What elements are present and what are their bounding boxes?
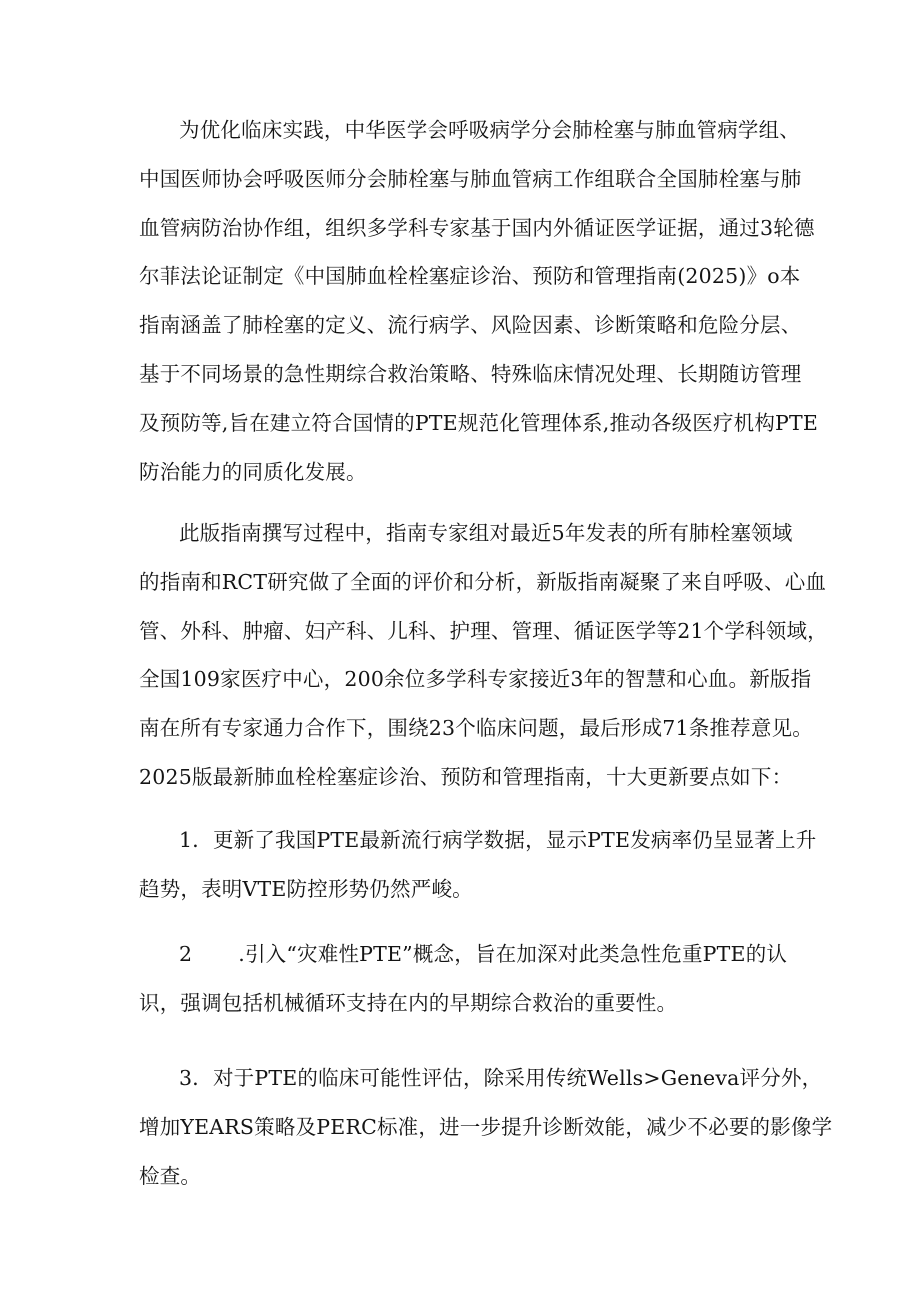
list-number: 2 (179, 942, 193, 966)
paragraph-line: 此版指南撰写过程中，指南专家组对最近5年发表的所有肺栓塞领域 (179, 521, 793, 545)
paragraph-line (139, 930, 799, 979)
paragraph-line: 为优化临床实践，中华医学会呼吸病学分会肺栓塞与肺血管病学组、 (179, 118, 800, 142)
paragraph-intro (139, 106, 819, 496)
paragraph-line: 指南涵盖了肺栓塞的定义、流行病学、风险因素、诊断策略和危险分层、 (139, 313, 802, 338)
paragraph-line: 及预防等,旨在建立符合国情的PTE规范化管理体系,推动各级医疗机构PTE (139, 410, 819, 435)
paragraph-line: 检查。 (139, 1163, 202, 1188)
list-text: .引入“灾难性PTE”概念，旨在加深对此类急性危重PTE的认 (238, 942, 788, 966)
list-item-1 (139, 816, 817, 914)
list-item-3 (139, 1054, 833, 1200)
paragraph-line: 中国医师协会呼吸医师分会肺栓塞与肺血管病工作组联合全国肺栓塞与肺 (139, 166, 802, 191)
paragraph-line: 2025版最新肺血栓栓塞症诊治、预防和管理指南，十大更新要点如下： (139, 764, 793, 789)
paragraph-line: 3．对于PTE的临床可能性评估，除采用传统Wells>Geneva评分外， (179, 1066, 823, 1090)
paragraph-line: 防治能力的同质化发展。 (139, 459, 367, 484)
list-item-2 (139, 930, 799, 1028)
paragraph-line: 趋势，表明VTE防控形势仍然严峻。 (139, 876, 473, 901)
paragraph-line: 识，强调包括机械循环支持在内的早期综合救治的重要性。 (139, 990, 678, 1015)
paragraph-line: 尔菲法论证制定《中国肺血栓栓塞症诊治、预防和管理指南(2025)》o本 (139, 264, 801, 289)
paragraph-line: 血管病防治协作组，组织多学科专家基于国内外循证医学证据，通过3轮德 (139, 215, 815, 240)
paragraph-line: 增加YEARS策略及PERC标准，进一步提升诊断效能，减少不必要的影像学 (139, 1114, 833, 1139)
paragraph-line: 基于不同场景的急性期综合救治策略、特殊临床情况处理、长期随访管理 (139, 361, 802, 386)
paragraph-line: 1．更新了我国PTE最新流行病学数据，显示PTE发病率仍呈显著上升 (179, 828, 817, 852)
paragraph-line: 管、外科、肿瘤、妇产科、儿科、护理、管理、循证医学等21个学科领域， (139, 618, 828, 643)
paragraph-line: 的指南和RCT研究做了全面的评价和分析，新版指南凝聚了来自呼吸、心血 (139, 569, 827, 594)
paragraph-line: 全国109家医疗中心，200余位多学科专家接近3年的智慧和心血。新版指 (139, 667, 812, 692)
paragraph-line: 南在所有专家通力合作下，围绕23个临床问题，最后形成71条推荐意见。 (139, 716, 813, 741)
paragraph-process (139, 509, 828, 802)
